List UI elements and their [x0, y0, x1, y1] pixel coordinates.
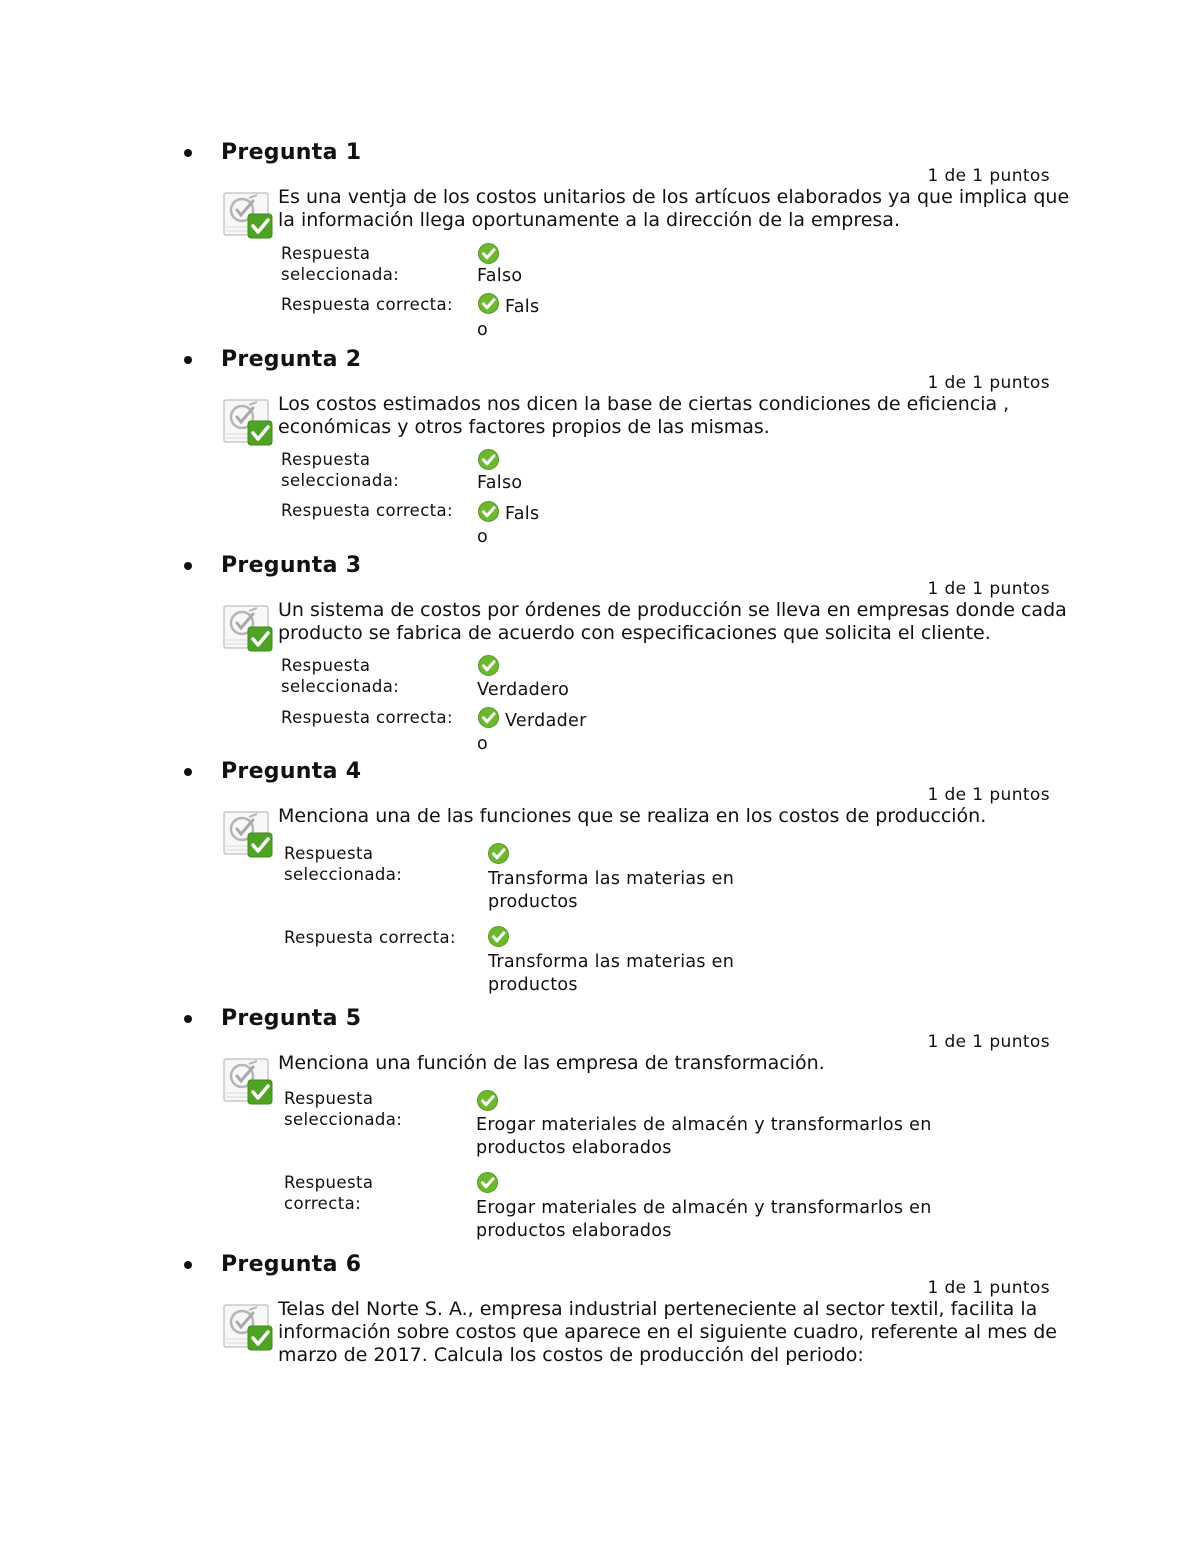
- correct-answer: Falso: [477, 297, 540, 340]
- selected-answer: Falso: [477, 473, 523, 493]
- question-points: 1 de 1 puntos: [927, 785, 1050, 805]
- check-circle-icon: [478, 655, 499, 676]
- check-circle-icon: [477, 1090, 498, 1111]
- question-title: Pregunta 3: [221, 553, 362, 578]
- question-points: 1 de 1 puntos: [927, 166, 1050, 186]
- question-title: Pregunta 6: [221, 1252, 362, 1277]
- correct-answer: Transforma las materias en productos: [488, 952, 735, 995]
- selected-answer: Verdadero: [477, 680, 570, 700]
- correct-answer-label: Respuesta correcta:: [284, 1173, 374, 1213]
- graded-correct-icon: [222, 807, 274, 859]
- graded-correct-icon: [222, 1054, 274, 1106]
- question-text: Menciona una de las funciones que se realiza en los costos de producción.: [278, 805, 987, 827]
- question-text: Telas del Norte S. A., empresa industrial perteneciente al sector textil, facilita la información sobre costos que aparece en el siguiente cuadro, referente al mes de marzo de 2017. Calcula los costos de producción del periodo:: [278, 1298, 1057, 1366]
- question-title: Pregunta 5: [221, 1006, 362, 1031]
- check-circle-icon: [488, 843, 509, 864]
- question-title: Pregunta 1: [221, 140, 362, 165]
- check-circle-icon: [477, 1172, 498, 1193]
- question-text: Es una ventja de los costos unitarios de los artícuos elaborados ya que implica que la información llega oportunamente a la dirección de la empresa.: [278, 186, 1070, 231]
- correct-answer-label: Respuesta correcta:: [281, 295, 454, 314]
- graded-correct-icon: [222, 395, 274, 447]
- question-text: Los costos estimados nos dicen la base de ciertas condiciones de eficiencia , económicas y otros factores propios de las mismas.: [278, 393, 1010, 438]
- bullet: [184, 149, 192, 157]
- question-title: Pregunta 4: [221, 759, 362, 784]
- check-circle-icon: [478, 449, 499, 470]
- question-text: Un sistema de costos por órdenes de producción se lleva en empresas donde cada producto se fabrica de acuerdo con especificaciones que solicita el cliente.: [278, 599, 1067, 644]
- check-circle-icon: [478, 243, 499, 264]
- question-points: 1 de 1 puntos: [927, 373, 1050, 393]
- correct-answer: Verdadero: [477, 711, 587, 754]
- selected-answer: Erogar materiales de almacén y transformarlos en productos elaborados: [476, 1115, 932, 1158]
- question-text: Menciona una función de las empresa de transformación.: [278, 1052, 825, 1074]
- question-points: 1 de 1 puntos: [927, 1278, 1050, 1298]
- correct-answer: Falso: [477, 504, 540, 547]
- selected-answer-label: Respuesta seleccionada:: [281, 450, 400, 490]
- correct-answer-label: Respuesta correcta:: [284, 928, 457, 947]
- check-circle-icon: [488, 926, 509, 947]
- selected-answer-label: Respuesta seleccionada:: [284, 844, 403, 884]
- bullet: [184, 768, 192, 776]
- correct-answer: Erogar materiales de almacén y transformarlos en productos elaborados: [476, 1198, 932, 1241]
- question-points: 1 de 1 puntos: [927, 579, 1050, 599]
- selected-answer-label: Respuesta seleccionada:: [281, 244, 400, 284]
- bullet: [184, 356, 192, 364]
- question-title: Pregunta 2: [221, 347, 362, 372]
- selected-answer: Transforma las materias en productos: [488, 869, 735, 912]
- bullet: [184, 562, 192, 570]
- selected-answer-label: Respuesta seleccionada:: [281, 656, 400, 696]
- graded-correct-icon: [222, 1300, 274, 1352]
- selected-answer-label: Respuesta seleccionada:: [284, 1089, 403, 1129]
- bullet: [184, 1261, 192, 1269]
- graded-correct-icon: [222, 188, 274, 240]
- selected-answer: Falso: [477, 266, 523, 286]
- graded-correct-icon: [222, 601, 274, 653]
- question-points: 1 de 1 puntos: [927, 1032, 1050, 1052]
- correct-answer-label: Respuesta correcta:: [281, 708, 454, 727]
- bullet: [184, 1015, 192, 1023]
- correct-answer-label: Respuesta correcta:: [281, 501, 454, 520]
